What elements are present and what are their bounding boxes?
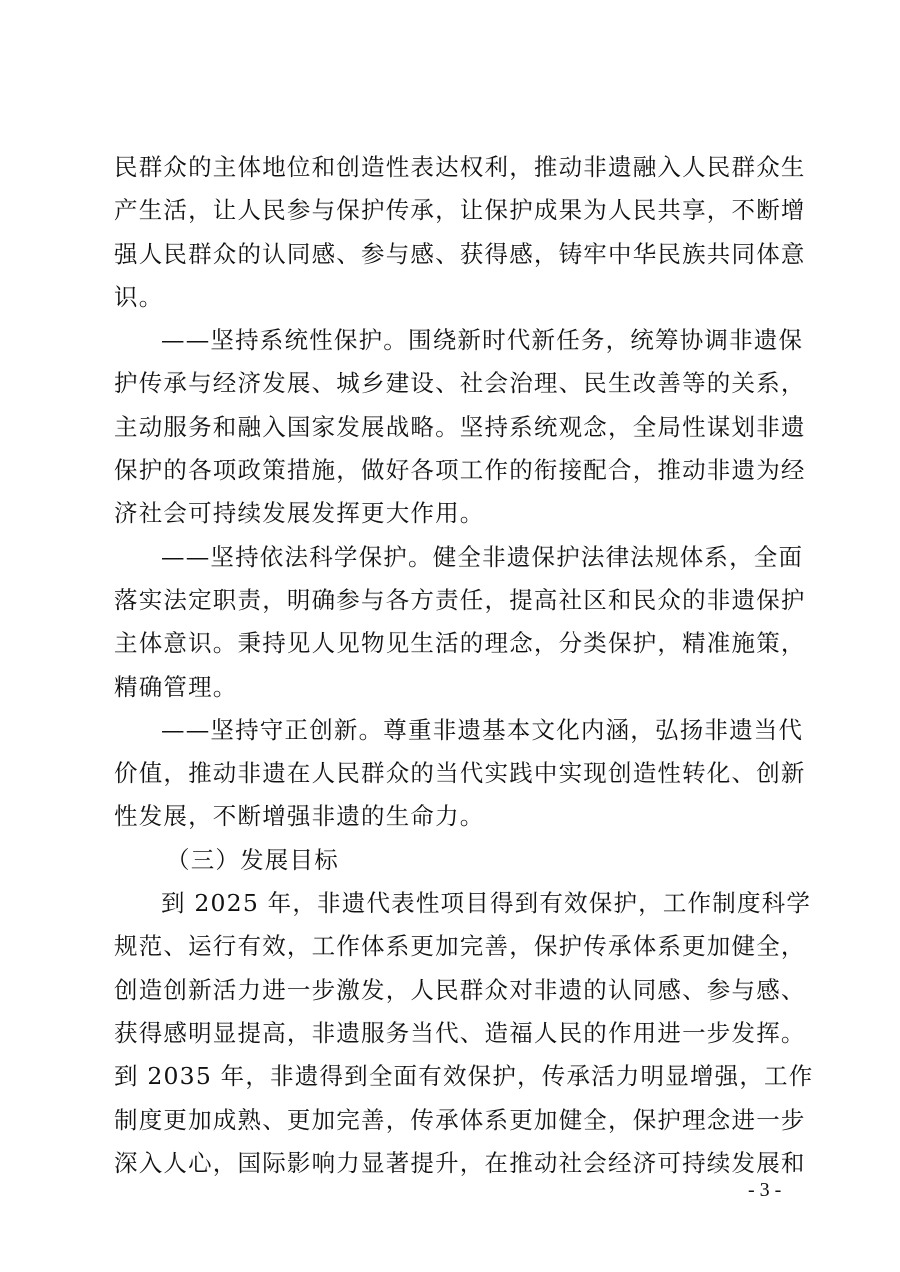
body-text [114,146,814,1185]
paragraph-start-line: ——坚持依法科学保护。健全非遗保护法律法规体系，全面 [161,542,804,571]
text-line: 主动服务和融入国家发展战略。坚持系统观念，全局性谋划非遗 [114,412,806,441]
text-line: 济社会可持续发展发挥更大作用。 [114,499,485,528]
paragraph-start-line: ——坚持守正创新。尊重非遗基本文化内涵，弘扬非遗当代 [161,715,804,744]
page-number: - 3 - [748,1179,782,1201]
paragraph-start-line: ——坚持系统性保护。围绕新时代新任务，统筹协调非遗保 [161,326,804,355]
text-line: 主体意识。秉持见人见物见生活的理念，分类保护，精准施策， [114,629,806,658]
text-line: 产生活，让人民参与保护传承，让保护成果为人民共享，不断增 [114,196,806,225]
paragraph-start-line: 到 2025 年，非遗代表性项目得到有效保护，工作制度科学 [161,889,812,918]
text-line: 落实法定职责，明确参与各方责任，提高社区和民众的非遗保护 [114,585,806,614]
text-line: 识。 [114,282,164,311]
text-line: 获得感明显提高，非遗服务当代、造福人民的作用进一步发挥。 [114,1018,806,1047]
section-heading: （三）发展目标 [166,845,339,874]
text-line: 制度更加成熟、更加完善，传承体系更加健全，保护理念进一步 [114,1105,806,1134]
text-line: 深入人心，国际影响力显著提升，在推动社会经济可持续发展和 [114,1148,806,1177]
text-line: 强人民群众的认同感、参与感、获得感，铸牢中华民族共同体意 [114,239,806,268]
text-line: 性发展，不断增强非遗的生命力。 [114,802,485,831]
text-line: 到 2035 年，非遗得到全面有效保护，传承活力明显增强，工作 [114,1062,814,1091]
text-line: 保护的各项政策措施，做好各项工作的衔接配合，推动非遗为经 [114,456,806,485]
text-line: 民群众的主体地位和创造性表达权利，推动非遗融入人民群众生 [114,153,806,181]
text-line: 护传承与经济发展、城乡建设、社会治理、民生改善等的关系， [114,369,806,398]
text-line: 价值，推动非遗在人民群众的当代实践中实现创造性转化、创新 [114,759,806,788]
text-line: 规范、运行有效，工作体系更加完善，保护传承体系更加健全， [114,932,806,961]
text-line: 精确管理。 [114,672,238,701]
text-line: 创造创新活力进一步激发，人民群众对非遗的认同感、参与感、 [114,975,806,1004]
